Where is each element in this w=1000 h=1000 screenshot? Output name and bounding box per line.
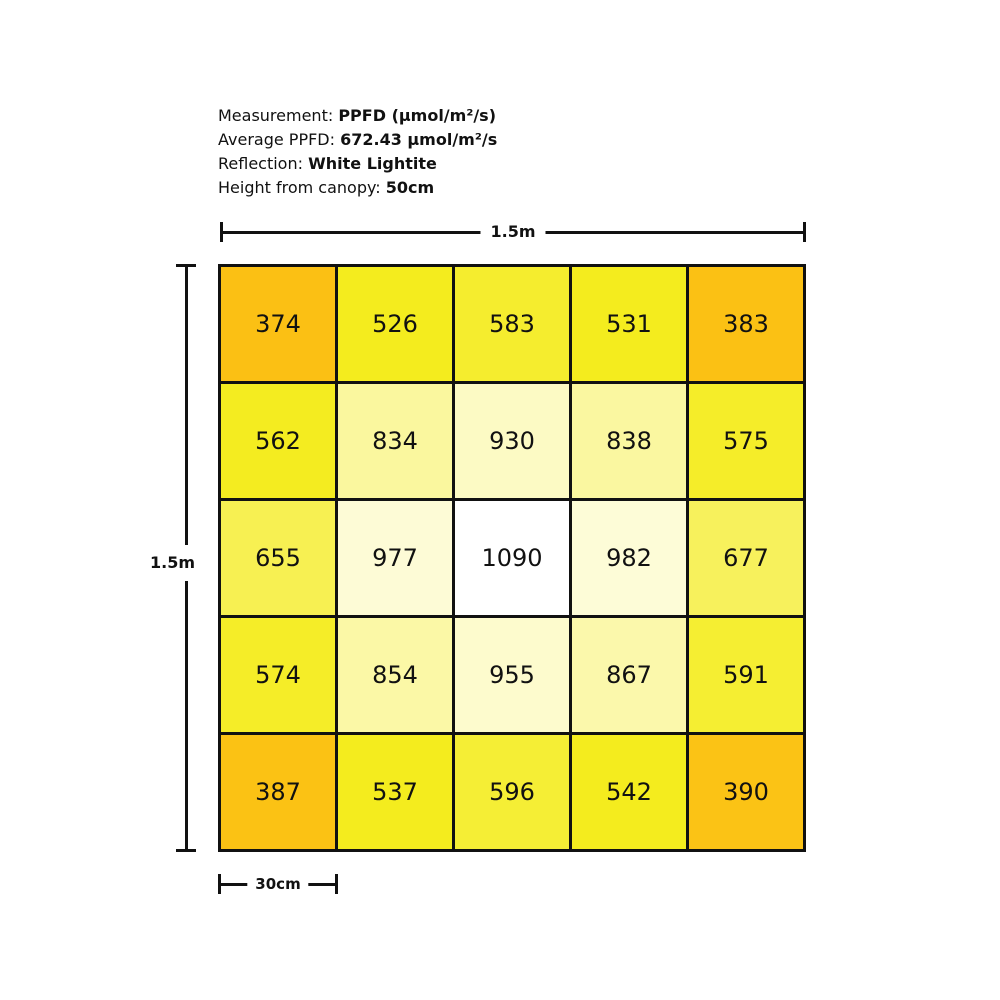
heatmap-cell: 1090 xyxy=(452,498,572,618)
heatmap-cell: 531 xyxy=(569,264,689,384)
width-dimension-cap-right xyxy=(803,222,806,242)
measurement-label: Measurement: xyxy=(218,106,339,125)
heatmap-cell: 542 xyxy=(569,732,689,852)
height-dimension-label: 1.5m xyxy=(150,545,195,581)
heatmap-cell: 575 xyxy=(686,381,806,501)
heatmap-cell: 677 xyxy=(686,498,806,618)
heatmap-cell: 390 xyxy=(686,732,806,852)
height-row xyxy=(218,176,497,200)
heatmap-cell: 574 xyxy=(218,615,338,735)
heatmap-cell: 867 xyxy=(569,615,689,735)
ppfd-heatmap-grid xyxy=(218,264,806,852)
cell-size-dimension xyxy=(218,872,338,896)
measurement-row xyxy=(218,104,497,128)
average-value: 672.43 µmol/m²/s xyxy=(340,130,498,149)
heatmap-cell: 591 xyxy=(686,615,806,735)
heatmap-cell: 562 xyxy=(218,381,338,501)
height-label: Height from canopy: xyxy=(218,178,386,197)
heatmap-cell: 526 xyxy=(335,264,455,384)
width-dimension xyxy=(220,220,806,244)
heatmap-cell: 982 xyxy=(569,498,689,618)
width-dimension-label: 1.5m xyxy=(480,220,545,244)
width-dimension-cap-left xyxy=(220,222,223,242)
heatmap-cell: 655 xyxy=(218,498,338,618)
average-label: Average PPFD: xyxy=(218,130,341,149)
heatmap-cell: 383 xyxy=(686,264,806,384)
heatmap-cell: 955 xyxy=(452,615,572,735)
heatmap-cell: 930 xyxy=(452,381,572,501)
reflection-label: Reflection: xyxy=(218,154,309,173)
average-row xyxy=(218,128,497,152)
height-value: 50cm xyxy=(385,178,435,197)
measurement-value: PPFD (µmol/m²/s) xyxy=(338,106,496,125)
heatmap-cell: 596 xyxy=(452,732,572,852)
heatmap-cell: 387 xyxy=(218,732,338,852)
cell-size-dimension-label: 30cm xyxy=(247,872,308,896)
heatmap-cell: 583 xyxy=(452,264,572,384)
cell-size-dimension-cap-right xyxy=(335,874,338,894)
height-dimension-cap-top xyxy=(176,264,196,267)
heatmap-cell: 977 xyxy=(335,498,455,618)
heatmap-cell: 854 xyxy=(335,615,455,735)
heatmap-cell: 374 xyxy=(218,264,338,384)
heatmap-cell: 838 xyxy=(569,381,689,501)
heatmap-cell: 537 xyxy=(335,732,455,852)
reflection-row xyxy=(218,152,497,176)
height-dimension-cap-bottom xyxy=(176,849,196,852)
reflection-value: White Lightite xyxy=(308,154,437,173)
heatmap-cell: 834 xyxy=(335,381,455,501)
cell-size-dimension-cap-left xyxy=(218,874,221,894)
measurement-info xyxy=(218,104,497,200)
